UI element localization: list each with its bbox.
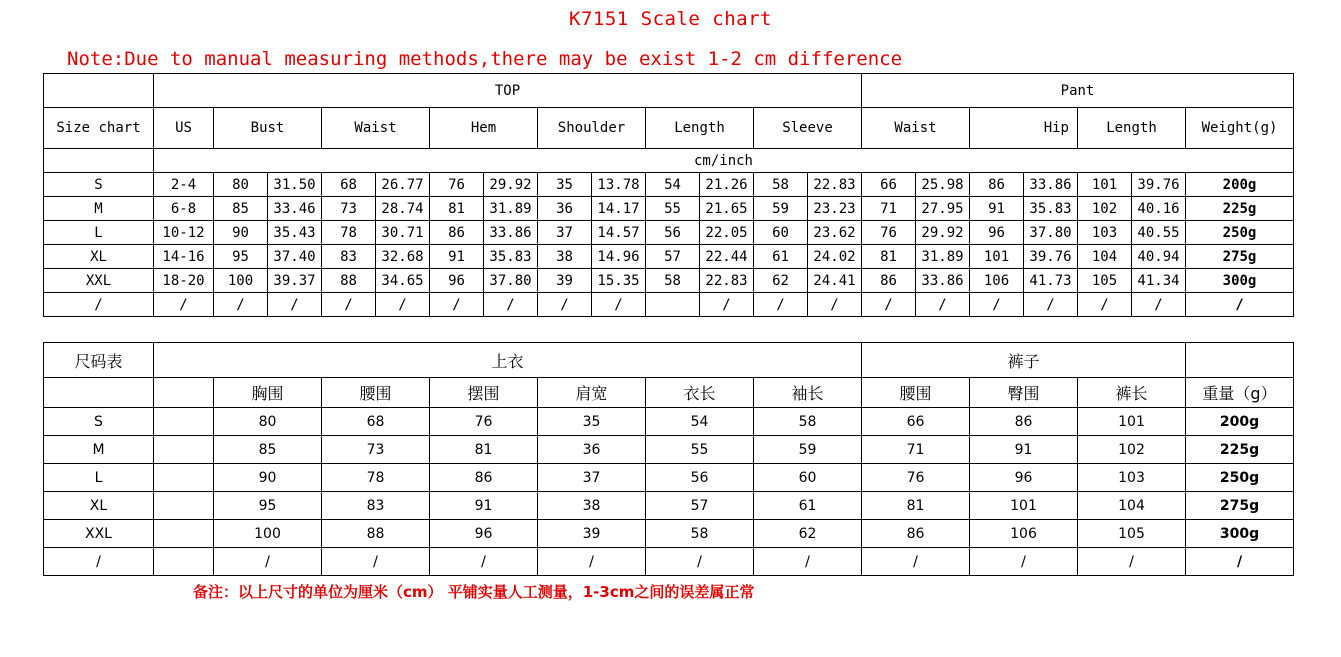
table-cell: 14.17 <box>592 197 646 221</box>
col-us: US <box>154 108 214 149</box>
table-row <box>44 245 1294 269</box>
table-cell: 39 <box>538 269 592 293</box>
table-cell: / <box>322 548 430 576</box>
table-cell: 106 <box>970 520 1078 548</box>
table-row <box>44 173 1294 197</box>
table-cell: 85 <box>214 197 268 221</box>
table-cell: 100 <box>214 520 322 548</box>
size-label-cell: L <box>44 221 154 245</box>
table-cell: 81 <box>430 197 484 221</box>
table-cell: 35.83 <box>484 245 538 269</box>
group-pant-header: Pant <box>862 74 1294 108</box>
table-cell: 37.80 <box>1024 221 1078 245</box>
unit-row <box>44 149 1294 173</box>
table-cell: 58 <box>646 520 754 548</box>
table-cell: 250g <box>1186 464 1294 492</box>
column-header-row <box>44 108 1294 149</box>
table-cell: 39 <box>538 520 646 548</box>
table-cell: 101 <box>970 492 1078 520</box>
table-cell: 10-12 <box>154 221 214 245</box>
table-cell: 91 <box>430 245 484 269</box>
table-cell: 105 <box>1078 520 1186 548</box>
group-header-row <box>44 74 1294 108</box>
table-cell: / <box>430 548 538 576</box>
col-length: 衣长 <box>646 378 754 408</box>
table-cell: 37.80 <box>484 269 538 293</box>
table-cell: 24.41 <box>808 269 862 293</box>
table-cell: 30.71 <box>376 221 430 245</box>
table-cell: / <box>916 293 970 317</box>
table-cell: / <box>538 548 646 576</box>
table-cell: 36 <box>538 197 592 221</box>
table-cell: 78 <box>322 221 376 245</box>
table-cell: 200g <box>1186 173 1294 197</box>
table-cell: 88 <box>322 520 430 548</box>
table-cell <box>154 464 214 492</box>
col-pant-waist: 腰围 <box>862 378 970 408</box>
table-row <box>44 464 1294 492</box>
col-pant-length: Length <box>1078 108 1186 149</box>
table-cell: 41.34 <box>1132 269 1186 293</box>
table-cell: 35.83 <box>1024 197 1078 221</box>
table-cell: 33.86 <box>484 221 538 245</box>
table-cell: 6-8 <box>154 197 214 221</box>
table-cell: 58 <box>754 408 862 436</box>
table-cell: 275g <box>1186 492 1294 520</box>
table-cell: 85 <box>214 436 322 464</box>
table-cell: 40.55 <box>1132 221 1186 245</box>
table-cell: 59 <box>754 197 808 221</box>
col-pant-waist: Waist <box>862 108 970 149</box>
size-label-cell: S <box>44 408 154 436</box>
table-cell: 22.83 <box>700 269 754 293</box>
table-cell: 23.23 <box>808 197 862 221</box>
table-cell: / <box>754 548 862 576</box>
group-top-header: TOP <box>154 74 862 108</box>
table-cell: 40.16 <box>1132 197 1186 221</box>
table-cell: 68 <box>322 173 376 197</box>
table-cell: 15.35 <box>592 269 646 293</box>
table-cell: 103 <box>1078 221 1132 245</box>
table-cell: / <box>1186 293 1294 317</box>
table-cell: 101 <box>970 245 1024 269</box>
table-cell: 90 <box>214 464 322 492</box>
group-pant-header: 裤子 <box>862 343 1186 378</box>
group-header-row <box>44 343 1294 378</box>
group-top-header: 上衣 <box>154 343 862 378</box>
table-cell: 76 <box>430 408 538 436</box>
table-cell: 27.95 <box>916 197 970 221</box>
table-cell: 36 <box>538 436 646 464</box>
table-cell: 14.57 <box>592 221 646 245</box>
table-cell: / <box>1078 293 1132 317</box>
size-label-cell: / <box>44 293 154 317</box>
table-cell: 275g <box>1186 245 1294 269</box>
table-cell: 41.73 <box>1024 269 1078 293</box>
table-cell: 35 <box>538 408 646 436</box>
table-cell: 2-4 <box>154 173 214 197</box>
table-cell: 25.98 <box>916 173 970 197</box>
table-cell: 62 <box>754 520 862 548</box>
blank-cell <box>44 378 154 408</box>
table-cell: 300g <box>1186 269 1294 293</box>
table-cell: / <box>862 293 916 317</box>
table-cell: / <box>1132 293 1186 317</box>
col-bust: Bust <box>214 108 322 149</box>
size-chart-header: Size chart <box>44 108 154 149</box>
table-cell: 39.76 <box>1132 173 1186 197</box>
table-cell: 40.94 <box>1132 245 1186 269</box>
table-cell <box>646 293 700 317</box>
col-hip: Hip <box>970 108 1078 149</box>
table-cell: 96 <box>970 221 1024 245</box>
table-cell: 37 <box>538 464 646 492</box>
table-cell: 38 <box>538 245 592 269</box>
table-cell: 26.77 <box>376 173 430 197</box>
table-cell: 76 <box>862 221 916 245</box>
table-cell: 61 <box>754 492 862 520</box>
table-cell: 29.92 <box>484 173 538 197</box>
col-shoulder: 肩宽 <box>538 378 646 408</box>
blank-cell <box>1186 343 1294 378</box>
table-cell <box>154 520 214 548</box>
col-sleeve: Sleeve <box>754 108 862 149</box>
table-cell: / <box>592 293 646 317</box>
col-weight: 重量（g） <box>1186 378 1294 408</box>
table-cell: / <box>754 293 808 317</box>
table-cell: 83 <box>322 492 430 520</box>
chart-title: K7151 Scale chart <box>569 8 772 30</box>
col-hem: 摆围 <box>430 378 538 408</box>
table-cell: 76 <box>430 173 484 197</box>
table-cell: 39.76 <box>1024 245 1078 269</box>
table-cell: / <box>154 293 214 317</box>
table-row <box>44 520 1294 548</box>
table-row <box>44 269 1294 293</box>
col-waist: 腰围 <box>322 378 430 408</box>
table-cell: 21.26 <box>700 173 754 197</box>
table-cell: 31.89 <box>916 245 970 269</box>
table-cell: 54 <box>646 173 700 197</box>
chinese-footnote: 备注：以上尺寸的单位为厘米（cm） 平铺实量人工测量，1-3cm之间的误差属正常 <box>193 583 755 601</box>
table-cell: 86 <box>862 269 916 293</box>
size-label-cell: XXL <box>44 269 154 293</box>
table-cell <box>154 436 214 464</box>
size-label-cell: XL <box>44 492 154 520</box>
table-cell: 60 <box>754 221 808 245</box>
blank-cell <box>44 149 154 173</box>
col-length: Length <box>646 108 754 149</box>
table-cell: 58 <box>754 173 808 197</box>
table-cell: 91 <box>430 492 538 520</box>
table-cell: 33.86 <box>916 269 970 293</box>
table-cell: 56 <box>646 221 700 245</box>
table-cell: 35 <box>538 173 592 197</box>
table-cell: 100 <box>214 269 268 293</box>
table-cell: 88 <box>322 269 376 293</box>
table-cell: 102 <box>1078 197 1132 221</box>
table-cell: 96 <box>430 269 484 293</box>
table-cell: 83 <box>322 245 376 269</box>
blank-cell <box>44 74 154 108</box>
size-label-cell: / <box>44 548 154 576</box>
table-cell: 81 <box>430 436 538 464</box>
blank-cell <box>154 378 214 408</box>
table-cell: / <box>646 548 754 576</box>
size-label-cell: S <box>44 173 154 197</box>
table-cell: 57 <box>646 492 754 520</box>
table-cell: / <box>538 293 592 317</box>
table-cell: 71 <box>862 436 970 464</box>
table-row <box>44 221 1294 245</box>
table-cell: 300g <box>1186 520 1294 548</box>
table-cell: 73 <box>322 436 430 464</box>
table-cell: / <box>268 293 322 317</box>
table-cell: 58 <box>646 269 700 293</box>
table-cell: 66 <box>862 173 916 197</box>
column-header-row <box>44 378 1294 408</box>
table-cell: / <box>214 293 268 317</box>
table-cell: / <box>1078 548 1186 576</box>
table-row <box>44 436 1294 464</box>
table-cell <box>154 492 214 520</box>
table-cell: / <box>970 293 1024 317</box>
table-cell <box>154 548 214 576</box>
table-cell: 18-20 <box>154 269 214 293</box>
col-waist: Waist <box>322 108 430 149</box>
table-cell: 32.68 <box>376 245 430 269</box>
table-cell: 68 <box>322 408 430 436</box>
table-cell: 37 <box>538 221 592 245</box>
table-row <box>44 408 1294 436</box>
table-cell: 29.92 <box>916 221 970 245</box>
table-cell: 23.62 <box>808 221 862 245</box>
size-label-cell: XL <box>44 245 154 269</box>
size-table-english <box>43 73 1294 317</box>
table-cell: 31.50 <box>268 173 322 197</box>
col-bust: 胸围 <box>214 378 322 408</box>
table-cell: 55 <box>646 436 754 464</box>
table-cell: 28.74 <box>376 197 430 221</box>
table-cell: 71 <box>862 197 916 221</box>
table-cell: 55 <box>646 197 700 221</box>
table-row <box>44 197 1294 221</box>
size-label-cell: M <box>44 197 154 221</box>
size-table-chinese <box>43 342 1294 576</box>
table-cell: 225g <box>1186 436 1294 464</box>
table-cell: 86 <box>970 408 1078 436</box>
table-cell: 96 <box>430 520 538 548</box>
table-cell: 22.05 <box>700 221 754 245</box>
table-cell: 21.65 <box>700 197 754 221</box>
table-cell: 39.37 <box>268 269 322 293</box>
table-cell: 62 <box>754 269 808 293</box>
table-cell: / <box>214 548 322 576</box>
col-weight: Weight(g) <box>1186 108 1294 149</box>
table-cell: 73 <box>322 197 376 221</box>
table-cell: / <box>1024 293 1078 317</box>
table-cell: 60 <box>754 464 862 492</box>
table-cell: / <box>430 293 484 317</box>
table-cell: 80 <box>214 408 322 436</box>
table-cell: 66 <box>862 408 970 436</box>
table-cell: / <box>862 548 970 576</box>
table-cell: / <box>322 293 376 317</box>
table-cell: / <box>376 293 430 317</box>
table-cell: 56 <box>646 464 754 492</box>
table-cell: 22.83 <box>808 173 862 197</box>
size-label-cell: XXL <box>44 520 154 548</box>
col-hip: 臀围 <box>970 378 1078 408</box>
table-cell: 81 <box>862 492 970 520</box>
table-cell: 91 <box>970 436 1078 464</box>
table-cell: 54 <box>646 408 754 436</box>
table-cell: 76 <box>862 464 970 492</box>
col-pant-length: 裤长 <box>1078 378 1186 408</box>
table-cell: 33.46 <box>268 197 322 221</box>
table-cell: 95 <box>214 492 322 520</box>
table-cell: 31.89 <box>484 197 538 221</box>
table-cell: 13.78 <box>592 173 646 197</box>
table-cell: 96 <box>970 464 1078 492</box>
table-cell: 103 <box>1078 464 1186 492</box>
table-row <box>44 492 1294 520</box>
table-cell: 57 <box>646 245 700 269</box>
table-cell: / <box>700 293 754 317</box>
table-cell: 104 <box>1078 492 1186 520</box>
measurement-note: Note:Due to manual measuring methods,there may be exist 1-2 cm difference <box>67 48 903 70</box>
size-label-cell: L <box>44 464 154 492</box>
table-cell: 81 <box>862 245 916 269</box>
table-cell: 80 <box>214 173 268 197</box>
table-cell: 24.02 <box>808 245 862 269</box>
unit-label: cm/inch <box>154 149 1294 173</box>
col-hem: Hem <box>430 108 538 149</box>
table-cell: / <box>808 293 862 317</box>
table-cell: 105 <box>1078 269 1132 293</box>
table-cell: 200g <box>1186 408 1294 436</box>
table-cell <box>154 408 214 436</box>
table-cell: 225g <box>1186 197 1294 221</box>
table-cell: 14.96 <box>592 245 646 269</box>
table-cell: 37.40 <box>268 245 322 269</box>
table-cell: 35.43 <box>268 221 322 245</box>
col-sleeve: 袖长 <box>754 378 862 408</box>
table-cell: 90 <box>214 221 268 245</box>
table-cell: 34.65 <box>376 269 430 293</box>
table-cell: 106 <box>970 269 1024 293</box>
table-cell: / <box>970 548 1078 576</box>
table-cell: 104 <box>1078 245 1132 269</box>
table-cell: 22.44 <box>700 245 754 269</box>
table-cell: 59 <box>754 436 862 464</box>
table-cell: 38 <box>538 492 646 520</box>
col-shoulder: Shoulder <box>538 108 646 149</box>
table-cell: 102 <box>1078 436 1186 464</box>
table-row <box>44 548 1294 576</box>
table-cell: 91 <box>970 197 1024 221</box>
table-cell: 86 <box>430 221 484 245</box>
size-chart-header: 尺码表 <box>44 343 154 378</box>
table-cell: / <box>1186 548 1294 576</box>
table-cell: 14-16 <box>154 245 214 269</box>
table-cell: 61 <box>754 245 808 269</box>
table-cell: 78 <box>322 464 430 492</box>
table-cell: 86 <box>862 520 970 548</box>
table-cell: / <box>484 293 538 317</box>
table-cell: 33.86 <box>1024 173 1078 197</box>
table-cell: 86 <box>430 464 538 492</box>
size-label-cell: M <box>44 436 154 464</box>
table-cell: 250g <box>1186 221 1294 245</box>
table-cell: 101 <box>1078 173 1132 197</box>
table-cell: 86 <box>970 173 1024 197</box>
table-row <box>44 293 1294 317</box>
table-cell: 95 <box>214 245 268 269</box>
table-cell: 101 <box>1078 408 1186 436</box>
